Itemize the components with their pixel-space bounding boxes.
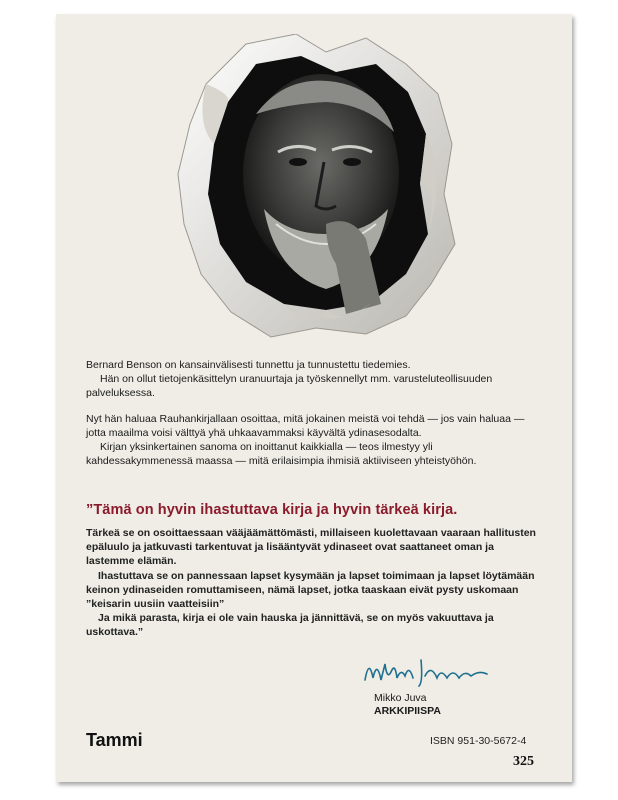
quote-title: ”Tämä on hyvin ihastuttava kirja ja hyvin tärkeä kirja. bbox=[86, 502, 458, 518]
isbn: ISBN 951-30-5672-4 bbox=[430, 735, 527, 747]
signer-role: ARKKIPIISPA bbox=[374, 705, 441, 717]
quote-paragraph: Ihastuttava se on pannessaan lapset kysymään ja lapset toimimaan ja lapset löytämään keinon ydinaseiden romuttamiseen, nämä lapset, jotka taaskaan eivät pysty uskomaan ”keisarin uusiin vaatteisiin” bbox=[86, 569, 535, 611]
quote-paragraph: Tärkeä se on osoittaessaan vääjäämättömästi, millaiseen kuolettavaan vaaraan hallitusten epäluulo ja jatkuvasti tarkentuvat ja lisääntyvät ydinaseet ovat saattaneet oman ja lastemme elämän. bbox=[86, 527, 536, 568]
signer-name: Mikko Juva bbox=[374, 692, 427, 704]
intro-paragraph: Kirjan yksinkertainen sanoma on inoittanut kaikkialla — teos ilmestyy yli kahdessakymmenessä maassa — mitä erilaisimpia ihmisiä aktiiviseen yhteistyöhön. bbox=[86, 441, 477, 467]
signer-block bbox=[374, 692, 441, 718]
intro-text bbox=[86, 358, 541, 468]
intro-paragraph: Nyt hän haluaa Rauhankirjallaan osoittaa, mitä jokainen meistä voi tehdä — jos vain haluaa — jotta maailma voisi välttyä yhä uhkaavammaksi käyvältä ydinasesodalta. bbox=[86, 413, 525, 439]
quote-paragraph: Ja mikä parasta, kirja ei ole vain hauska ja jännittävä, se on myös vakuuttava ja uskottava.” bbox=[86, 612, 494, 639]
book-code: 325 bbox=[513, 754, 534, 769]
intro-paragraph: Bernard Benson on kansainvälisesti tunnettu ja tunnustettu tiedemies. bbox=[86, 359, 411, 371]
author-portrait bbox=[176, 34, 456, 339]
quote-text bbox=[86, 526, 541, 640]
intro-paragraph: Hän on ollut tietojenkäsittelyn uranuurtaja ja työskennellyt mm. varusteluteollisuuden palveluksessa. bbox=[86, 373, 493, 399]
book-back-cover bbox=[56, 14, 572, 782]
publisher-logo: Tammi bbox=[86, 730, 143, 750]
handwritten-signature bbox=[361, 650, 501, 690]
